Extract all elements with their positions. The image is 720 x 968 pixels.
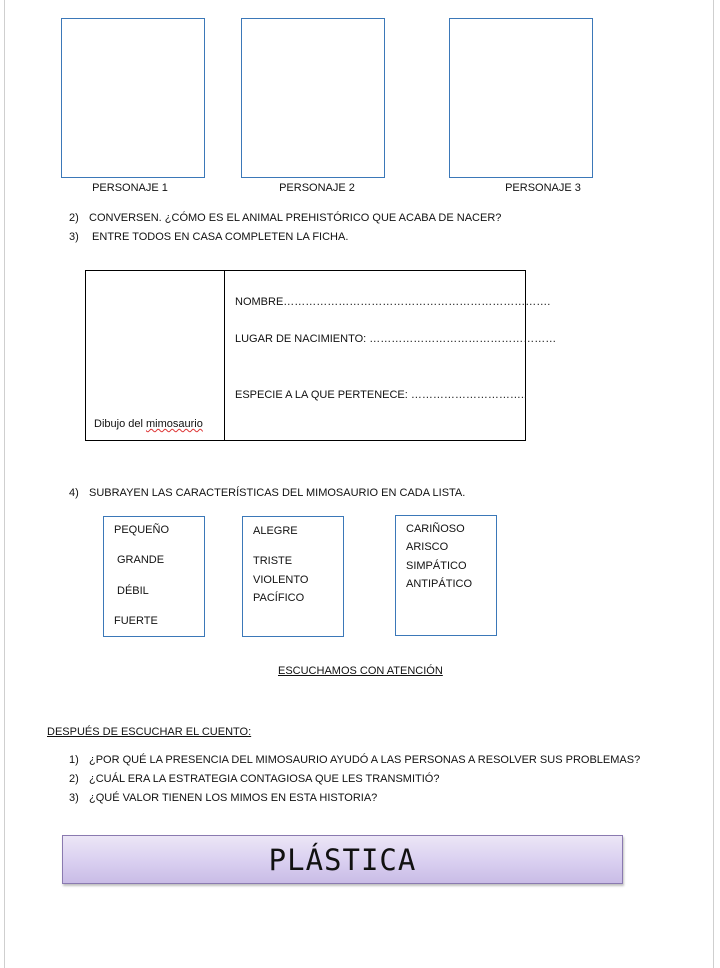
question-text: ENTRE TODOS EN CASA COMPLETEN LA FICHA. bbox=[89, 231, 349, 243]
drawing-label-prefix: Dibujo del bbox=[94, 418, 146, 430]
drawing-label-word: mimosaurio bbox=[145, 418, 203, 430]
question-2 bbox=[69, 212, 501, 224]
ficha-divider bbox=[224, 271, 225, 440]
characteristics-list-2 bbox=[242, 516, 344, 637]
question-number: 4) bbox=[69, 487, 79, 499]
question-number: 3) bbox=[69, 231, 79, 243]
list-item[interactable]: DÉBIL bbox=[117, 585, 149, 597]
list-item[interactable]: ALEGRE bbox=[253, 525, 298, 537]
list-item[interactable]: ARISCO bbox=[406, 541, 449, 553]
question-4 bbox=[69, 487, 465, 499]
question-text: SUBRAYEN LAS CARACTERÍSTICAS DEL MIMOSAURIO EN CADA LISTA. bbox=[89, 487, 466, 499]
question-text: CONVERSEN. ¿CÓMO ES EL ANIMAL PREHISTÓRICO QUE ACABA DE NACER? bbox=[89, 212, 502, 224]
character-label-3: PERSONAJE 3 bbox=[505, 182, 581, 194]
list-item[interactable]: GRANDE bbox=[117, 554, 165, 566]
list-item[interactable]: CARIÑOSO bbox=[406, 523, 465, 535]
list-item[interactable]: TRISTE bbox=[253, 555, 293, 567]
field-nombre: NOMBRE………………………………………………………………. bbox=[235, 296, 551, 308]
ficha-table bbox=[85, 270, 557, 441]
character-box-2 bbox=[241, 18, 385, 178]
character-label-1: PERSONAJE 1 bbox=[92, 182, 168, 194]
story-question-1 bbox=[69, 754, 640, 766]
character-box-1 bbox=[61, 18, 205, 178]
characteristics-list-3 bbox=[395, 515, 497, 636]
question-number: 3) bbox=[69, 792, 79, 804]
character-box-3 bbox=[449, 18, 593, 178]
story-question-2 bbox=[69, 773, 439, 785]
character-label-2: PERSONAJE 2 bbox=[279, 182, 355, 194]
plastica-banner bbox=[62, 835, 623, 884]
list-item[interactable]: SIMPÁTICO bbox=[406, 560, 467, 572]
story-question-3 bbox=[69, 792, 377, 804]
list-item[interactable]: PACÍFICO bbox=[253, 592, 305, 604]
question-3 bbox=[69, 231, 348, 243]
question-number: 2) bbox=[69, 212, 79, 224]
question-text: ¿CUÁL ERA LA ESTRATEGIA CONTAGIOSA QUE LES TRANSMITIÓ? bbox=[89, 773, 440, 785]
listen-heading: ESCUCHAMOS CON ATENCIÓN bbox=[278, 665, 443, 677]
question-number: 2) bbox=[69, 773, 79, 785]
field-lugar-nacimiento: LUGAR DE NACIMIENTO: …………………………………………… bbox=[235, 333, 557, 345]
after-heading: DESPUÉS DE ESCUCHAR EL CUENTO: bbox=[47, 726, 252, 738]
question-text: ¿POR QUÉ LA PRESENCIA DEL MIMOSAURIO AYUDÓ A LAS PERSONAS A RESOLVER SUS PROBLEMAS? bbox=[89, 754, 641, 766]
characteristics-list-1 bbox=[103, 516, 205, 637]
banner-title: PLÁSTICA bbox=[268, 842, 417, 877]
list-item[interactable]: FUERTE bbox=[114, 615, 158, 627]
list-item[interactable]: PEQUEÑO bbox=[114, 524, 170, 536]
question-number: 1) bbox=[69, 754, 79, 766]
list-item[interactable]: ANTIPÁTICO bbox=[406, 578, 473, 590]
list-item[interactable]: VIOLENTO bbox=[253, 574, 309, 586]
drawing-label bbox=[94, 417, 203, 431]
question-text: ¿QUÉ VALOR TIENEN LOS MIMOS EN ESTA HISTORIA? bbox=[89, 792, 378, 804]
field-especie: ESPECIE A LA QUE PERTENECE: ………………………….. bbox=[235, 389, 527, 401]
